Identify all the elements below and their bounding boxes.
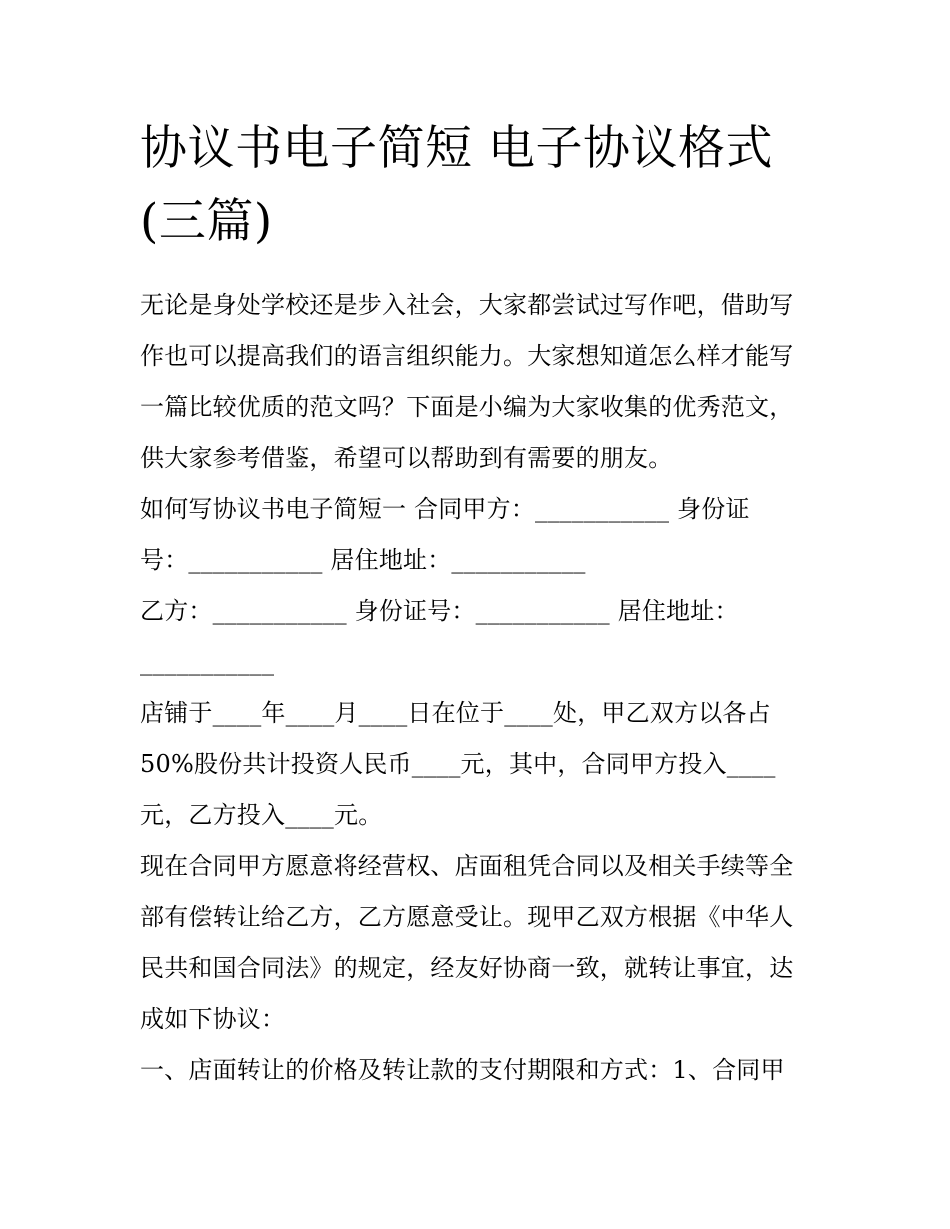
body-line: 号：___________ 居住地址：___________	[140, 546, 586, 574]
document-body	[140, 280, 815, 1096]
body-line: 50%股份共计投资人民币____元，其中，合同甲方投入____	[140, 750, 776, 778]
body-line: ___________	[140, 648, 275, 676]
body-line: 店铺于____年____月____日在位于____处，甲乙双方以各占	[140, 699, 771, 727]
body-line: 一篇比较优质的范文吗？下面是小编为大家收集的优秀范文，	[140, 393, 794, 421]
title-line-2: (三篇)	[140, 194, 273, 249]
body-line: 民共和国合同法》的规定，经友好协商一致，就转让事宜，达	[140, 954, 794, 982]
document-title	[140, 112, 820, 258]
body-line: 一、店面转让的价格及转让款的支付期限和方式：1、合同甲	[140, 1056, 785, 1084]
body-line: 元，乙方投入____元。	[140, 801, 383, 829]
body-line: 供大家参考借鉴，希望可以帮助到有需要的朋友。	[140, 444, 673, 472]
body-line: 如何写协议书电子简短一 合同甲方：___________ 身份证	[140, 495, 750, 523]
title-line-1: 协议书电子简短 电子协议格式	[140, 121, 773, 176]
body-line: 乙方：___________ 身份证号：___________ 居住地址：	[140, 597, 739, 625]
body-line: 无论是身处学校还是步入社会，大家都尝试过写作吧，借助写	[140, 291, 794, 319]
body-line: 部有偿转让给乙方，乙方愿意受让。现甲乙双方根据《中华人	[140, 903, 794, 931]
body-line: 作也可以提高我们的语言组织能力。大家想知道怎么样才能写	[140, 342, 794, 370]
body-line: 现在合同甲方愿意将经营权、店面租凭合同以及相关手续等全	[140, 852, 794, 880]
body-line: 成如下协议：	[140, 1005, 286, 1033]
